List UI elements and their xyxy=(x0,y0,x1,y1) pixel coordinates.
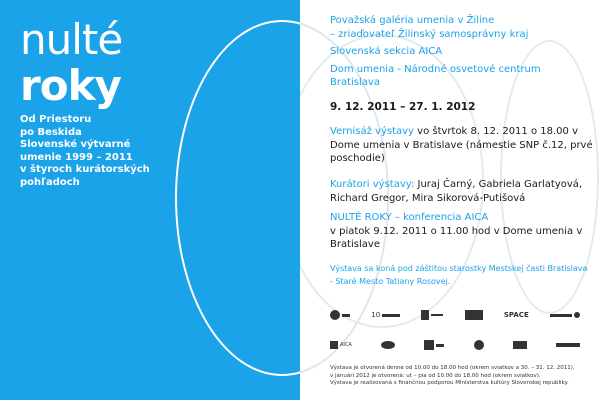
exhibition-subtitle xyxy=(20,114,170,189)
partner-logo: 10 xyxy=(371,308,400,322)
organizers xyxy=(330,12,595,92)
subtitle-line: Slovenské výtvarné xyxy=(20,139,131,150)
vernissage-text: vo štvrtok 8. 12. 2011 o 18.00 v Dome umenia v Bratislave (námestie SNP č.12, prvé poschodie) xyxy=(330,126,593,164)
partner-logo xyxy=(550,308,580,322)
organizer-line: Slovenská sekcia AICA xyxy=(330,46,443,57)
curators-info xyxy=(330,178,595,205)
footer-line: Výstava je otvorená denne od 10.00 do 18.00 hod (okrem sviatkov a 30. – 31. 12. 2011), xyxy=(330,365,575,371)
partner-logo xyxy=(474,338,484,352)
patronage-note: Výstava sa koná pod záštitou starostky Mestskej časti Bratislava - Staré Mesto Tatiany Rosovej. xyxy=(330,264,588,286)
footer-line: Výstava je realizovaná s finančnou podporou Ministerstva kultúry Slovenskej republiky. xyxy=(330,380,569,386)
subtitle-line: v štyroch kurátorských xyxy=(20,164,150,175)
opening-hours-footer xyxy=(330,365,595,388)
partner-logo xyxy=(465,308,483,322)
partner-logo: SPACE xyxy=(503,311,529,319)
curators-label: Kurátori výstavy: xyxy=(330,179,415,190)
conference-label: NULTÉ ROKY – konferencia AICA xyxy=(330,212,489,223)
organizer-line: Považská galéria umenia v Žiline xyxy=(330,15,495,26)
organizer-line: Dom umenia - Národné osvetové centrum xyxy=(330,63,541,75)
organizer-line: – zriaďovateľ Žilinský samosprávny kraj xyxy=(330,28,529,40)
subtitle-line: umenie 1999 – 2011 xyxy=(20,151,133,163)
partner-logo xyxy=(556,338,580,352)
partner-logo: AICA xyxy=(330,338,352,352)
partner-logo xyxy=(381,338,395,352)
curators-text: Juraj Čarný, Gabriela Garlatyová, Richard Gregor, Mira Sikorová-Putišová xyxy=(330,179,583,204)
partner-logos-row-2 xyxy=(330,338,580,352)
footer-line: v januári 2012 je otvorená: ut – pia od 10.00 do 18.00 hod (okrem sviatkov). xyxy=(330,372,541,379)
subtitle-line: pohľadoch xyxy=(20,176,80,188)
zero-outline-graphic xyxy=(175,20,300,376)
organizer-line: Bratislava xyxy=(330,77,380,88)
title-line-2: roky xyxy=(20,61,121,110)
subtitle-line: po Beskida xyxy=(20,126,82,138)
partner-logo xyxy=(421,308,443,322)
vernissage-label: Vernisáž výstavy xyxy=(330,126,414,137)
info-panel xyxy=(300,0,600,400)
partner-logo xyxy=(424,338,444,352)
conference-text: v piatok 9.12. 2011 o 11.00 hod v Dome umenia v Bratislave xyxy=(330,225,583,250)
exhibition-dates: 9. 12. 2011 – 27. 1. 2012 xyxy=(330,101,476,113)
vernissage-info xyxy=(330,125,595,166)
title-line-1: nulté xyxy=(20,15,123,64)
partner-logos-row-1 xyxy=(330,308,580,322)
conference-info xyxy=(330,211,595,252)
subtitle-line: Od Priestoru xyxy=(20,114,92,125)
partner-logo xyxy=(330,308,350,322)
partner-logo xyxy=(513,338,527,352)
